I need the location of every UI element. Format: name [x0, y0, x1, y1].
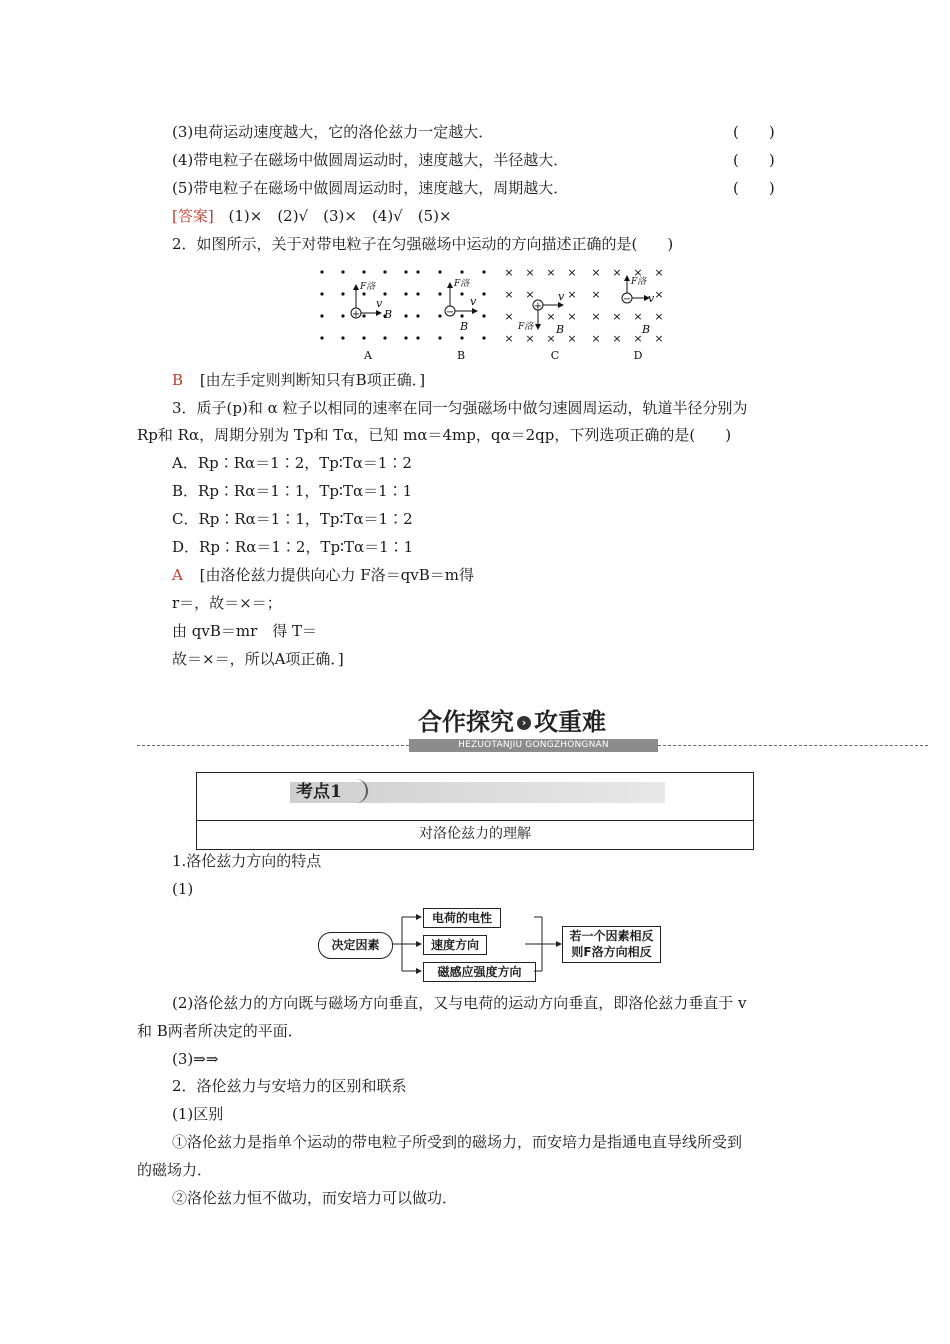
q2-answer-letter: B [172, 371, 184, 389]
panel-c-b-label: B [556, 323, 565, 336]
sec1-p3: (3)⇒⇒ [172, 1050, 219, 1068]
panel-b-v-label: v [470, 295, 477, 308]
kaodian-title: 对洛伦兹力的理解 [419, 826, 531, 842]
q3-answer-line3: 由 qvB＝mr 得 T＝ [172, 622, 318, 640]
banner-title-right: 攻重难 [534, 708, 606, 736]
q2-answer [172, 370, 425, 390]
q3-answer-line2: r＝，故＝×＝； [172, 594, 282, 612]
q3-option-d: D．Rp∶Rα＝1∶2，Tp∶Tα＝1∶1 [172, 538, 414, 556]
panel-d-b-label: B [642, 323, 651, 336]
banner-pinyin-bar: HEZUOTANJIU GONGZHONGNAN [409, 739, 658, 752]
svg-text:×: × [612, 266, 622, 279]
judge-item-3: (3)电荷运动速度越大，它的洛伦兹力一定越大． [172, 123, 494, 141]
svg-text:×: × [546, 266, 556, 279]
svg-text:×: × [612, 332, 622, 345]
q3-option-b: B．Rp∶Rα＝1∶1，Tp∶Tα＝1∶1 [172, 482, 413, 500]
svg-text:×: × [591, 332, 601, 345]
judge-paren-4: ( ) [733, 151, 775, 169]
panel-b-f-label: F洛 [454, 279, 470, 289]
flow-factor-1: 电荷的电性 [423, 908, 501, 928]
svg-text:×: × [567, 266, 577, 279]
panel-a-b-label: B [384, 308, 393, 321]
q3-stem-line1: 3．质子(p)和 α 粒子以相同的速率在同一匀强磁场中做匀速圆周运动，轨道半径分别为 [172, 399, 748, 417]
sec1-heading: 1.洛伦兹力方向的特点 [172, 852, 322, 870]
sec1-p2-line1: (2)洛伦兹力的方向既与磁场方向垂直，又与电荷的运动方向垂直，即洛伦兹力垂直于 v [172, 994, 747, 1012]
svg-text:×: × [654, 332, 664, 345]
svg-text:×: × [654, 288, 664, 301]
sec1-p2-line2: 和 B两者所决定的平面． [137, 1022, 303, 1040]
svg-text:×: × [504, 332, 514, 345]
svg-text:+: + [533, 301, 543, 312]
banner-title [418, 706, 658, 738]
svg-text:×: × [525, 288, 535, 301]
kaodian-tag: 考点1 [296, 782, 342, 802]
flow-factor-3: 磁感应强度方向 [423, 962, 536, 982]
svg-text:×: × [504, 288, 514, 301]
svg-text:×: × [504, 310, 514, 323]
svg-text:×: × [567, 332, 577, 345]
sec2-heading: 2．洛伦兹力与安培力的区别和联系 [172, 1077, 407, 1095]
sec2-sub1: (1)区别 [172, 1105, 224, 1123]
judge-item-4: (4)带电粒子在磁场中做圆周运动时，速度越大，半径越大． [172, 151, 569, 169]
svg-text:×: × [504, 266, 514, 279]
panel-c-label: C [550, 349, 560, 362]
q2-answer-text: [由左手定则判断知只有B项正确．] [199, 371, 426, 389]
q3-option-a: A．Rp∶Rα＝1∶2，Tp∶Tα＝1∶2 [172, 454, 412, 472]
flow-result [562, 926, 661, 963]
judge-paren-5: ( ) [733, 179, 775, 197]
panel-d-f-label: F洛 [631, 277, 647, 287]
sec2-item2: ②洛伦兹力恒不做功，而安培力可以做功． [172, 1189, 458, 1207]
banner-title-left: 合作探究 [418, 708, 514, 736]
svg-text:×: × [546, 332, 556, 345]
banner-rule-left [137, 745, 409, 746]
svg-text:−: − [445, 307, 455, 318]
svg-text:×: × [591, 288, 601, 301]
q3-answer-line1 [172, 565, 474, 585]
svg-text:×: × [567, 310, 577, 323]
panel-a-dots [320, 270, 407, 339]
svg-text:×: × [633, 332, 643, 345]
judge-answer [172, 206, 452, 226]
panel-b-b-label: B [460, 320, 469, 333]
answer-label: [答案] [172, 207, 214, 225]
svg-text:×: × [567, 288, 577, 301]
q3-option-c: C．Rp∶Rα＝1∶1，Tp∶Tα＝1∶2 [172, 510, 413, 528]
panel-c-f-label: F洛 [518, 322, 534, 332]
panel-b-label: B [456, 349, 466, 362]
svg-text:×: × [612, 310, 622, 323]
flow-source: 决定因素 [318, 932, 393, 959]
q2-stem: 2．如图所示，关于对带电粒子在匀强磁场中运动的方向描述正确的是( ) [172, 235, 674, 253]
q3-stem-line2: Rp和 Rα，周期分别为 Tp和 Tα，已知 mα＝4mp，qα＝2qp，下列选项正确的是( ) [137, 426, 732, 444]
svg-text:×: × [633, 310, 643, 323]
sec1-sub1: (1) [172, 880, 194, 898]
svg-text:×: × [633, 266, 643, 279]
banner-arrow-icon: › [517, 716, 531, 730]
judge-paren-3: ( ) [733, 123, 775, 141]
q3-answer-line4: 故＝×＝，所以A项正确．] [172, 650, 344, 668]
q2-figure [300, 262, 680, 364]
svg-text:×: × [591, 266, 601, 279]
panel-a-v-label: v [376, 297, 383, 310]
q3-answer-letter: A [172, 566, 183, 584]
svg-text:+: + [351, 309, 361, 320]
svg-text:×: × [654, 266, 664, 279]
q3-answer-text: [由洛伦兹力提供向心力 F洛＝qvB＝m得 [199, 566, 474, 584]
panel-d-label: D [633, 349, 643, 362]
flow-result-line2: 则F洛方向相反 [571, 945, 652, 959]
sec2-item1-line1: ①洛伦兹力是指单个运动的带电粒子所受到的磁场力，而安培力是指通电直导线所受到 [172, 1133, 743, 1151]
panel-c-v-label: v [558, 290, 565, 303]
svg-text:×: × [525, 332, 535, 345]
panel-a-label: A [364, 349, 372, 362]
svg-text:−: − [622, 294, 632, 305]
svg-text:×: × [654, 310, 664, 323]
panel-d-v-label: v [648, 292, 655, 305]
svg-text:×: × [546, 310, 556, 323]
flow-result-line1: 若一个因素相反 [569, 929, 654, 943]
panel-a-f-label: F洛 [360, 282, 376, 292]
judge-item-5: (5)带电粒子在磁场中做圆周运动时，速度越大，周期越大． [172, 179, 569, 197]
answer-text: (1)× (2)√ (3)× (4)√ (5)× [228, 207, 452, 225]
svg-text:×: × [525, 266, 535, 279]
svg-text:×: × [591, 310, 601, 323]
flow-factor-2: 速度方向 [423, 935, 487, 955]
sec2-item1-line2: 的磁场力． [137, 1161, 213, 1179]
banner-rule-right [658, 745, 928, 746]
